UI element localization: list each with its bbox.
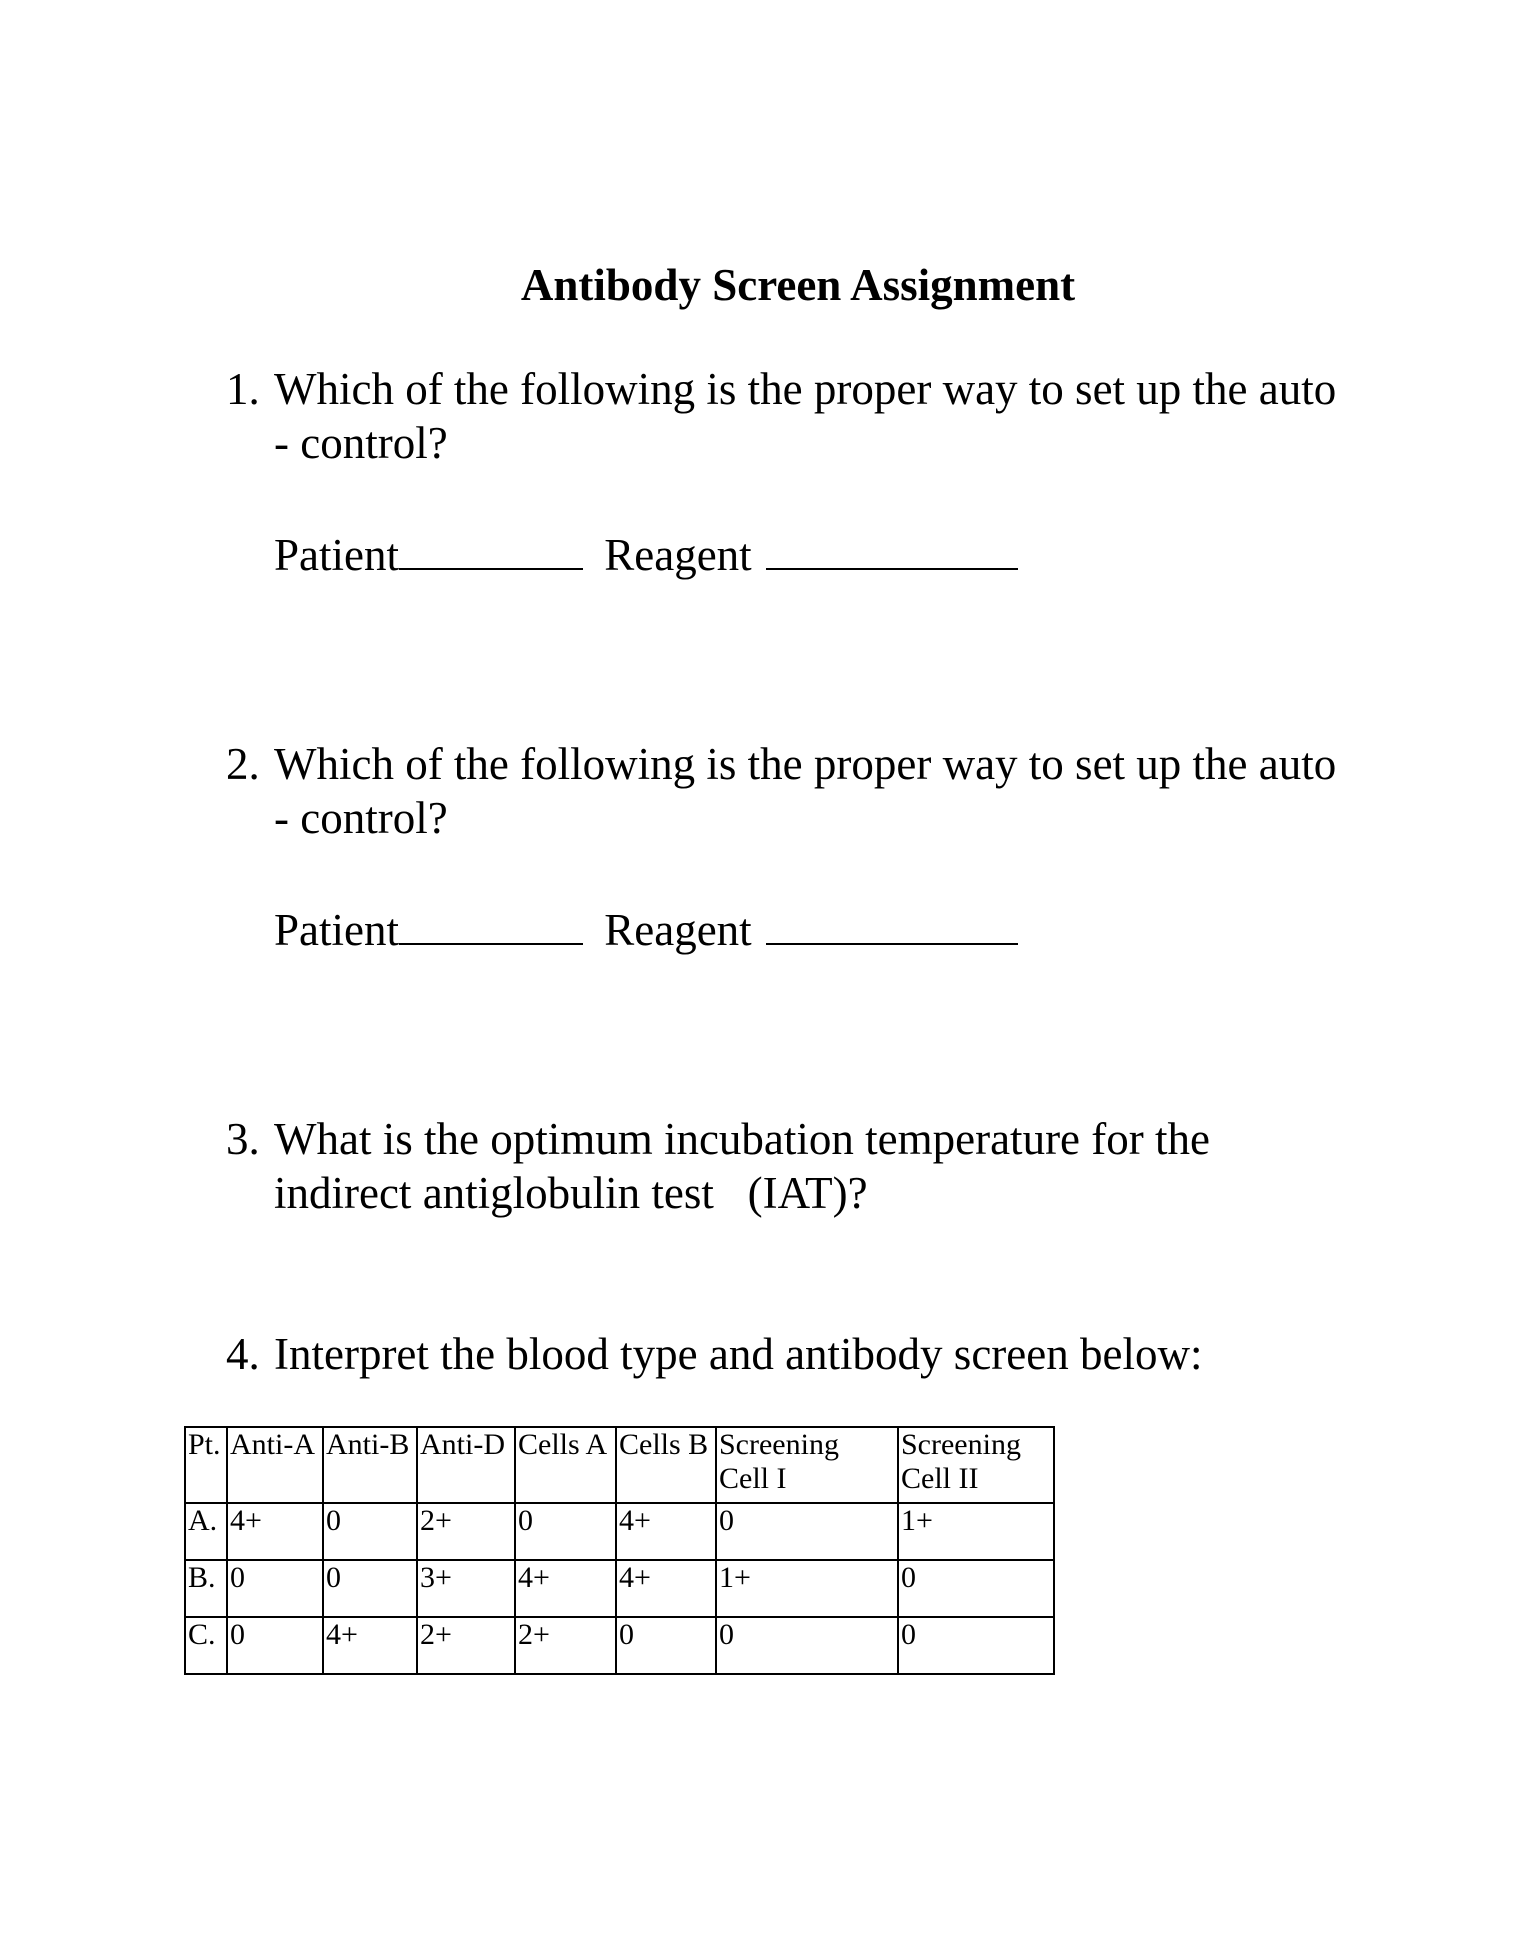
- question-text-line1: Interpret the blood type and antibody screen below:: [274, 1329, 1203, 1379]
- question-number: 3.: [226, 1114, 260, 1164]
- question-3: [226, 1112, 1426, 1220]
- patient-label: Patient: [274, 530, 399, 580]
- question-text-line1: What is the optimum incubation temperature for the: [274, 1114, 1210, 1164]
- reagent-label: Reagent: [604, 905, 752, 955]
- table-cell: A.: [185, 1503, 227, 1560]
- header-cell: Cells B: [616, 1427, 716, 1503]
- table-row: [185, 1617, 1054, 1674]
- table-cell: 0: [515, 1503, 616, 1560]
- header-cell: Anti-B: [323, 1427, 417, 1503]
- table-cell: 3+: [417, 1560, 515, 1617]
- header-cell: Screening Cell I: [716, 1427, 898, 1503]
- question-2: [226, 737, 1426, 845]
- table-cell: 0: [227, 1617, 323, 1674]
- patient-blank[interactable]: [399, 524, 583, 570]
- table-cell: 0: [898, 1560, 1054, 1617]
- question-4: [226, 1327, 1426, 1381]
- table-cell: 1+: [898, 1503, 1054, 1560]
- table-cell: 2+: [515, 1617, 616, 1674]
- table-cell: 0: [323, 1560, 417, 1617]
- question-text-line2: - control?: [274, 793, 448, 843]
- header-cell: Anti-A: [227, 1427, 323, 1503]
- table-cell: 0: [323, 1503, 417, 1560]
- page-title: Antibody Screen Assignment: [520, 260, 1076, 310]
- table-cell: 4+: [616, 1503, 716, 1560]
- answer-line-2: [274, 899, 1018, 957]
- question-text-line2: - control?: [274, 418, 448, 468]
- question-text-line2: indirect antiglobulin test (IAT)?: [274, 1168, 868, 1218]
- header-cell: Pt.: [185, 1427, 227, 1503]
- patient-blank[interactable]: [399, 899, 583, 945]
- header-cell: Cells A: [515, 1427, 616, 1503]
- table-cell: 4+: [616, 1560, 716, 1617]
- table-cell: 4+: [515, 1560, 616, 1617]
- question-number: 1.: [226, 364, 260, 414]
- header-cell: Anti-D: [417, 1427, 515, 1503]
- table-cell: 0: [716, 1503, 898, 1560]
- reagent-blank[interactable]: [766, 524, 1018, 570]
- table-row: [185, 1560, 1054, 1617]
- table-cell: 4+: [323, 1617, 417, 1674]
- table-header-row: [185, 1427, 1054, 1503]
- table-cell: 0: [616, 1617, 716, 1674]
- antibody-screen-table: [184, 1426, 1055, 1675]
- reagent-blank[interactable]: [766, 899, 1018, 945]
- reagent-label: Reagent: [604, 530, 752, 580]
- table-row: [185, 1503, 1054, 1560]
- question-text-line1: Which of the following is the proper way to set up the auto: [274, 364, 1337, 414]
- question-number: 2.: [226, 739, 260, 789]
- table-cell: C.: [185, 1617, 227, 1674]
- question-text-line1: Which of the following is the proper way to set up the auto: [274, 739, 1337, 789]
- table-cell: 2+: [417, 1503, 515, 1560]
- patient-label: Patient: [274, 905, 399, 955]
- table-cell: 1+: [716, 1560, 898, 1617]
- table-cell: B.: [185, 1560, 227, 1617]
- answer-line-1: [274, 524, 1018, 582]
- table-cell: 2+: [417, 1617, 515, 1674]
- table-cell: 0: [227, 1560, 323, 1617]
- question-number: 4.: [226, 1329, 260, 1379]
- table-cell: 4+: [227, 1503, 323, 1560]
- question-1: [226, 362, 1426, 470]
- header-cell: Screening Cell II: [898, 1427, 1054, 1503]
- table-cell: 0: [716, 1617, 898, 1674]
- table-cell: 0: [898, 1617, 1054, 1674]
